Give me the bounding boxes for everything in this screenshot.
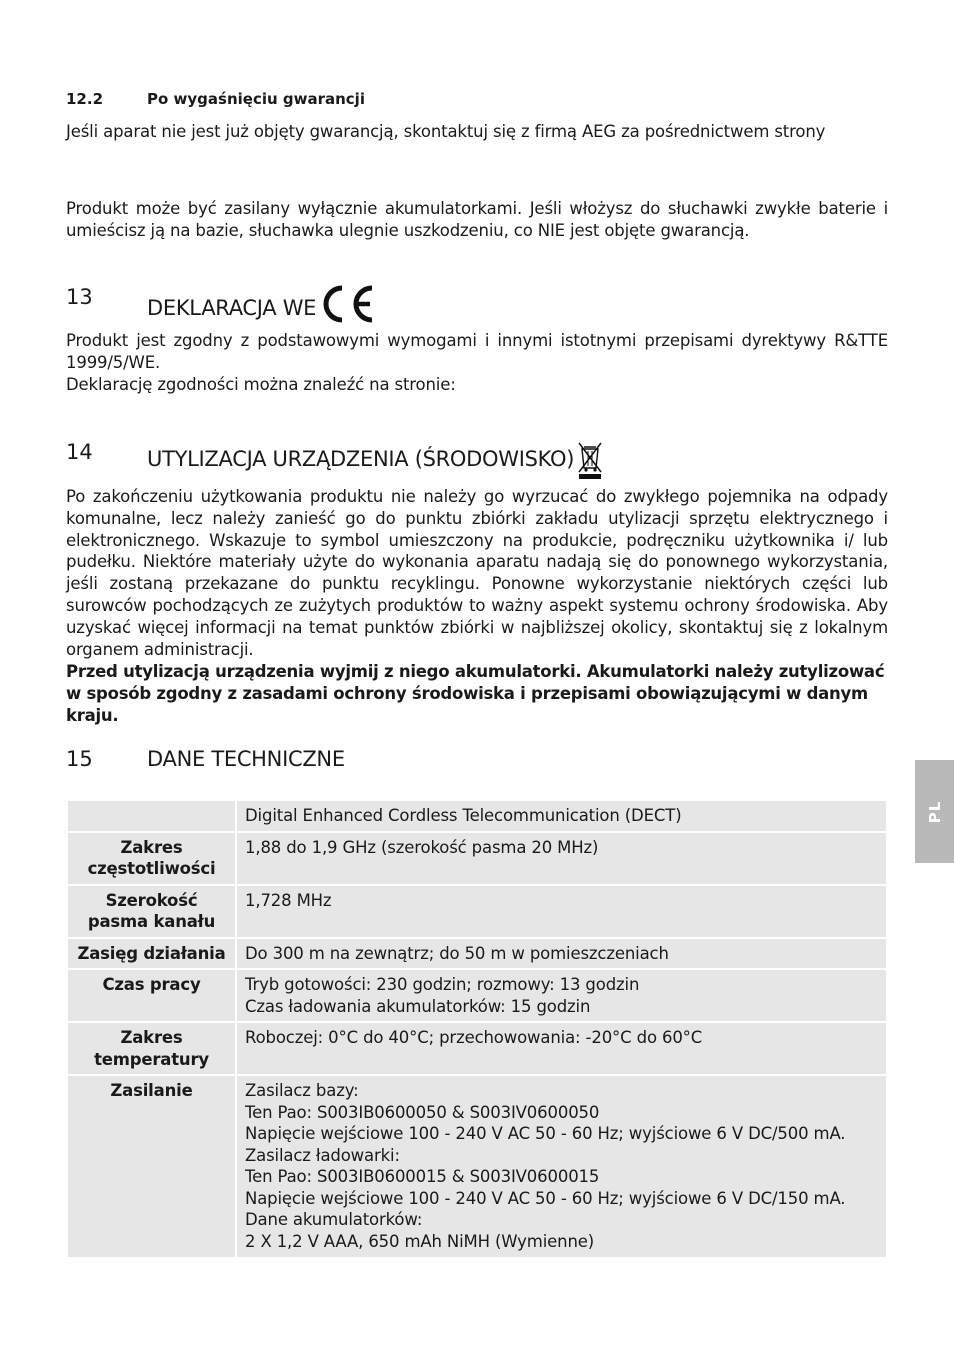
section-14-number: 14 bbox=[66, 440, 93, 464]
warranty-expired-paragraph: Jeśli aparat nie jest już objęty gwarancją, skontaktuj się z firmą AEG za pośrednictwem strony bbox=[66, 122, 826, 141]
table-row-label: Zakres temperatury bbox=[68, 1023, 235, 1074]
table-row-value bbox=[237, 970, 886, 1021]
battery-disposal-warning: Przed utylizacją urządzenia wyjmij z niego akumulatorki. Akumulatorki należy zutylizować w sposób zgodny z zasadami ochrony środowiska i przepisami obowiązującymi w danym kraju. bbox=[66, 662, 885, 725]
table-value-line: 2 X 1,2 V AAA, 650 mAh NiMH (Wymienne) bbox=[245, 1231, 595, 1251]
table-row bbox=[68, 801, 886, 831]
battery-warning-paragraph: Produkt może być zasilany wyłącznie akumulatorkami. Jeśli włożysz do słuchawki zwykłe baterie i umieścisz ją na bazie, słuchawka ulegnie uszkodzeniu, co NIE jest objęte gwarancją. bbox=[66, 199, 888, 240]
table-row-value bbox=[237, 1023, 886, 1074]
table-value-line: 1,88 do 1,9 GHz (szerokość pasma 20 MHz) bbox=[245, 837, 599, 857]
table-row-label: Szerokość pasma kanału bbox=[68, 886, 235, 937]
section-14-title: UTYLIZACJA URZĄDZENIA (ŚRODOWISKO) bbox=[147, 447, 575, 471]
table-row-label: Zasilanie bbox=[68, 1076, 235, 1257]
table-value-line: Do 300 m na zewnątrz; do 50 m w pomieszczeniach bbox=[245, 943, 669, 963]
technical-data-table-body bbox=[68, 801, 886, 1257]
table-value-line: Zasilacz bazy: bbox=[245, 1081, 359, 1100]
table-value-line: Czas ładowania akumulatorków: 15 godzin bbox=[245, 996, 591, 1016]
technical-data-table bbox=[66, 799, 888, 1259]
table-row bbox=[68, 970, 886, 1021]
table-row-label: Czas pracy bbox=[68, 970, 235, 1021]
language-tab-label: PL bbox=[925, 800, 944, 823]
table-row bbox=[68, 833, 886, 884]
section-15-number: 15 bbox=[66, 747, 93, 771]
weee-crossed-bin-icon bbox=[576, 440, 604, 485]
section-13-heading bbox=[147, 285, 378, 328]
section-13-title: DEKLARACJA WE bbox=[147, 296, 317, 320]
section-14-heading bbox=[147, 440, 604, 485]
section-12-2-title: Po wygaśnięciu gwarancji bbox=[147, 90, 365, 108]
conformity-line-2: 1999/5/WE. bbox=[66, 352, 161, 372]
table-value-line: Zasilacz ładowarki: bbox=[245, 1145, 400, 1165]
table-value-line: Ten Pao: S003IB0600050 & S003IV0600050 bbox=[245, 1102, 600, 1122]
table-row bbox=[68, 1023, 886, 1074]
table-row-label: Zasięg działania bbox=[68, 939, 235, 969]
table-row-value bbox=[237, 939, 886, 969]
table-row-label: Zakres częstotliwości bbox=[68, 833, 235, 884]
table-value-line: Napięcie wejściowe 100 - 240 V AC 50 - 60 Hz; wyjściowe 6 V DC/500 mA. bbox=[245, 1124, 846, 1143]
conformity-paragraph bbox=[66, 330, 888, 395]
section-13-number: 13 bbox=[66, 285, 93, 309]
ce-mark-icon bbox=[320, 285, 378, 328]
table-row-value bbox=[237, 833, 886, 884]
table-value-line: Ten Pao: S003IB0600015 & S003IV0600015 bbox=[245, 1167, 600, 1186]
table-row-value bbox=[237, 886, 886, 937]
table-value-line: Dane akumulatorków: bbox=[245, 1210, 423, 1229]
table-row-label bbox=[68, 801, 235, 831]
table-value-line: 1,728 MHz bbox=[245, 890, 332, 910]
disposal-paragraph: Po zakończeniu użytkowania produktu nie należy go wyrzucać do zwykłego pojemnika na odpady komunalne, lecz należy zanieść go do punktu zbiórki zakładu utylizacji sprzętu elektrycznego i elektronicznego. Wskazuje to symbol umieszczony na produkcie, podręczniku użytkownika i/ lub pudełku. Niektóre materiały użyte do wykonania aparatu nadają się do ponownego wykorzystania, jeśli zostaną przekazane do punktu recyklingu. Ponowne wykorzystanie niektórych części lub surowców pochodzących ze zużytych produktów to ważny aspekt systemu ochrony środowiska. Aby uzyskać więcej informacji na temat punktów zbiórki w najbliższej okolicy, skontaktuj się z lokalnym organem administracji. bbox=[66, 487, 888, 659]
table-row-value bbox=[237, 1076, 886, 1257]
table-row-value bbox=[237, 801, 886, 831]
section-15-title: DANE TECHNICZNE bbox=[147, 747, 345, 771]
table-row bbox=[68, 939, 886, 969]
table-row bbox=[68, 1076, 886, 1257]
conformity-line-1: Produkt jest zgodny z podstawowymi wymogami i innymi istotnymi przepisami dyrektywy R&TTE bbox=[66, 331, 888, 350]
declaration-line: Deklarację zgodności można znaleźć na stronie: bbox=[66, 374, 456, 394]
table-value-line: Digital Enhanced Cordless Telecommunication (DECT) bbox=[245, 806, 682, 825]
section-12-2-number: 12.2 bbox=[66, 90, 104, 108]
language-tab bbox=[915, 760, 954, 863]
table-value-line: Roboczej: 0°C do 40°C; przechowowania: -20°C do 60°C bbox=[245, 1028, 703, 1047]
table-value-line: Napięcie wejściowe 100 - 240 V AC 50 - 60 Hz; wyjściowe 6 V DC/150 mA. bbox=[245, 1188, 846, 1208]
table-value-line: Tryb gotowości: 230 godzin; rozmowy: 13 godzin bbox=[245, 975, 640, 994]
table-row bbox=[68, 886, 886, 937]
